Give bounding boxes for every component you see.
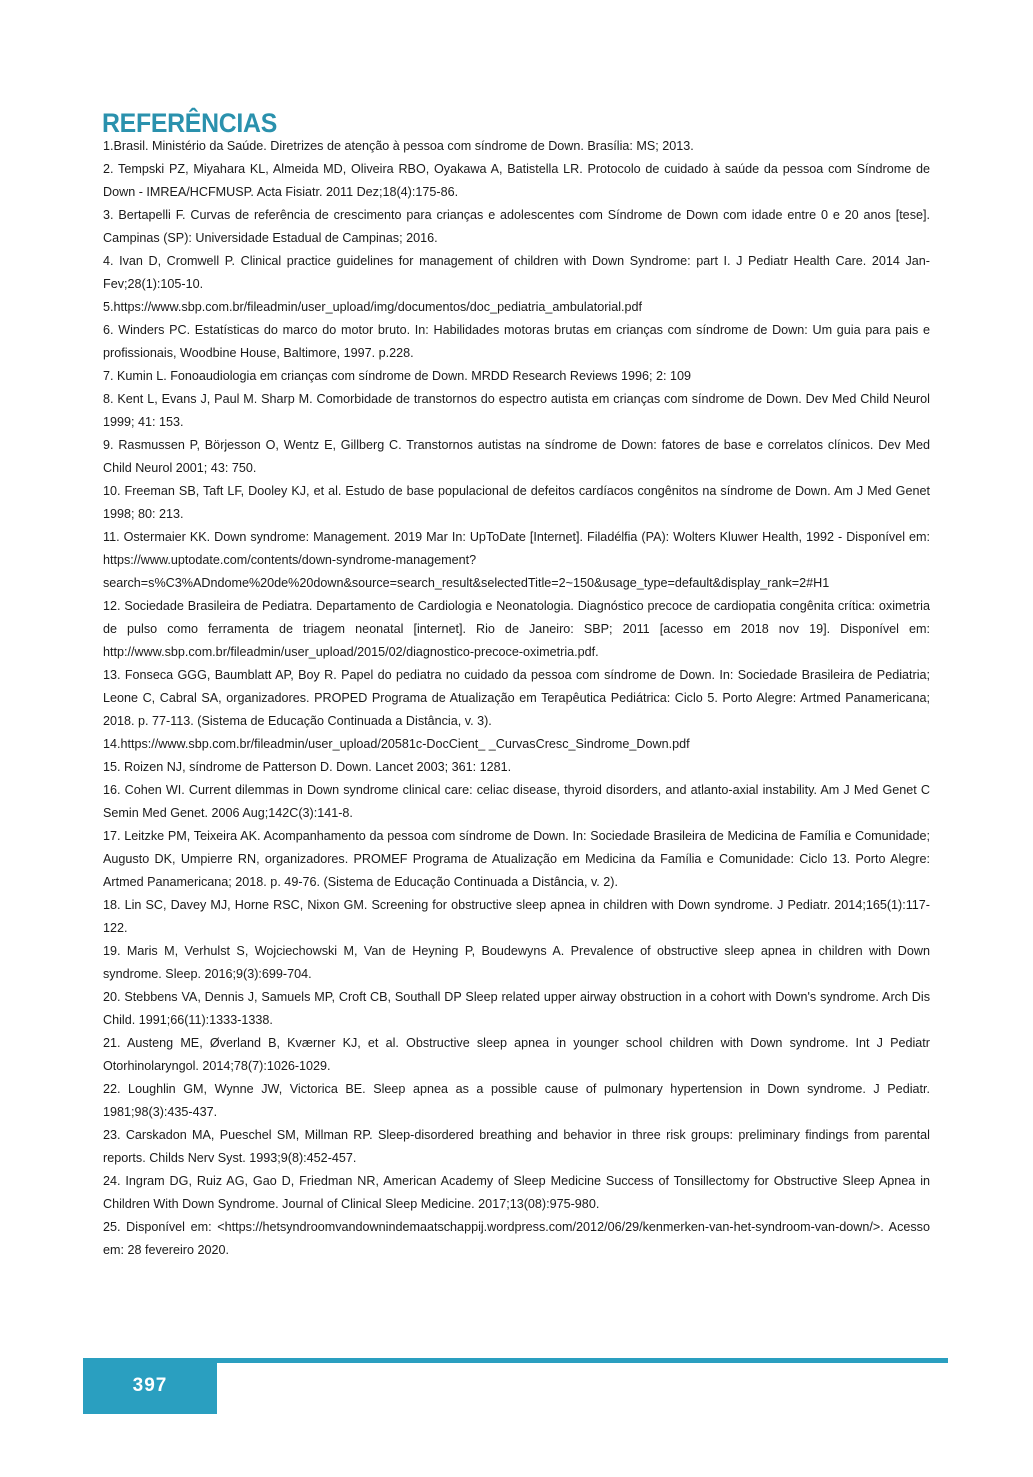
reference-item: 15. Roizen NJ, síndrome de Patterson D. Down. Lancet 2003; 361: 1281.: [103, 760, 512, 774]
reference-item: 1.Brasil. Ministério da Saúde. Diretrizes de atenção à pessoa com síndrome de Down. Brasília: MS; 2013.: [103, 139, 694, 153]
reference-item: 20. Stebbens VA, Dennis J, Samuels MP, Croft CB, Southall DP Sleep related upper airway obstruction in a cohort with Down's syndrome. Arch Dis Child. 1991;66(11):1333-1338.: [103, 990, 930, 1027]
reference-item: 7. Kumin L. Fonoaudiologia em crianças com síndrome de Down. MRDD Research Reviews 1996; 2: 109: [103, 369, 691, 383]
reference-item: 12. Sociedade Brasileira de Pediatra. Departamento de Cardiologia e Neonatologia. Diagnóstico precoce de cardiopatia congênita crítica: oximetria de pulso como ferramenta de triagem neonatal [internet]. Rio de Janeiro: SBP; 2011 [acesso em 2018 nov 19]. Disponível em: http://www.sbp.com.br/fileadmin/user_upload/2015/02/diagnostico-precoce-oximetria.pdf.: [103, 599, 930, 659]
reference-item: 2. Tempski PZ, Miyahara KL, Almeida MD, Oliveira RBO, Oyakawa A, Batistella LR. Protocolo de cuidado à saúde da pessoa com Síndrome de Down - IMREA/HCFMUSP. Acta Fisiatr. 2011 Dez;18(4):175-86.: [103, 162, 930, 199]
reference-item: 3. Bertapelli F. Curvas de referência de crescimento para crianças e adolescentes com Síndrome de Down com idade entre 0 e 20 anos [tese]. Campinas (SP): Universidade Estadual de Campinas; 2016.: [103, 208, 930, 245]
reference-item: 10. Freeman SB, Taft LF, Dooley KJ, et al. Estudo de base populacional de defeitos cardíacos congênitos na síndrome de Down. Am J Med Genet 1998; 80: 213.: [103, 484, 930, 521]
reference-item: 18. Lin SC, Davey MJ, Horne RSC, Nixon GM. Screening for obstructive sleep apnea in children with Down syndrome. J Pediatr. 2014;165(1):117-122.: [103, 898, 930, 935]
reference-item: 17. Leitzke PM, Teixeira AK. Acompanhamento da pessoa com síndrome de Down. In: Sociedade Brasileira de Medicina de Família e Comunidade; Augusto DK, Umpierre RN, organizadores. PROMEF Programa de Atualização em Medicina da Família e Comunidade: Ciclo 13. Porto Alegre: Artmed Panamericana; 2018. p. 49-76. (Sistema de Educação Continuada a Distância, v. 2).: [103, 829, 930, 889]
page-number-box: [83, 1358, 217, 1414]
reference-item: 21. Austeng ME, Øverland B, Kværner KJ, et al. Obstructive sleep apnea in younger school children with Down syndrome. Int J Pediatr Otorhinolaryngol. 2014;78(7):1026-1029.: [103, 1036, 930, 1073]
reference-item: 16. Cohen WI. Current dilemmas in Down syndrome clinical care: celiac disease, thyroid disorders, and atlanto-axial instability. Am J Med Genet C Semin Med Genet. 2006 Aug;142C(3):141-8.: [103, 783, 930, 820]
reference-item: 11. Ostermaier KK. Down syndrome: Management. 2019 Mar In: UpToDate [Internet]. Filadélfia (PA): Wolters Kluwer Health, 1992 - Disponível em: https://www.uptodate.com/contents/down-syndrome-management?search=s%C3%ADndome%20de%20down&source=search_result&selectedTitle=2~150&usage_type=default&display_rank=2#H1: [103, 530, 930, 590]
page-title: REFERÊNCIAS: [102, 108, 278, 139]
reference-item: 13. Fonseca GGG, Baumblatt AP, Boy R. Papel do pediatra no cuidado da pessoa com síndrome de Down. In: Sociedade Brasileira de Pediatria; Leone C, Cabral SA, organizadores. PROPED Programa de Atualização em Terapêutica Pediátrica: Ciclo 5. Porto Alegre: Artmed Panamericana; 2018. p. 77-113. (Sistema de Educação Continuada a Distância, v. 3).: [103, 668, 930, 728]
reference-item: 9. Rasmussen P, Börjesson O, Wentz E, Gillberg C. Transtornos autistas na síndrome de Down: fatores de base e correlatos clínicos. Dev Med Child Neurol 2001; 43: 750.: [103, 438, 930, 475]
reference-item: 22. Loughlin GM, Wynne JW, Victorica BE. Sleep apnea as a possible cause of pulmonary hypertension in Down syndrome. J Pediatr. 1981;98(3):435-437.: [103, 1082, 930, 1119]
reference-list: [103, 135, 930, 1262]
page-number: 397: [132, 1375, 168, 1396]
reference-item: 6. Winders PC. Estatísticas do marco do motor bruto. In: Habilidades motoras brutas em crianças com síndrome de Down: Um guia para pais e profissionais, Woodbine House, Baltimore, 1997. p.228.: [103, 323, 930, 360]
reference-item: 23. Carskadon MA, Pueschel SM, Millman RP. Sleep-disordered breathing and behavior in three risk groups: preliminary findings from parental reports. Childs Nerv Syst. 1993;9(8):452-457.: [103, 1128, 930, 1165]
reference-item: 25. Disponível em: <https://hetsyndroomvandownindemaatschappij.wordpress.com/2012/06/29/kenmerken-van-het-syndroom-van-down/>. Acesso em: 28 fevereiro 2020.: [103, 1220, 930, 1257]
reference-item: 19. Maris M, Verhulst S, Wojciechowski M, Van de Heyning P, Boudewyns A. Prevalence of obstructive sleep apnea in children with Down syndrome. Sleep. 2016;9(3):699-704.: [103, 944, 930, 981]
reference-item: 5.https://www.sbp.com.br/fileadmin/user_upload/img/documentos/doc_pediatria_ambulatorial.pdf: [103, 300, 643, 314]
reference-item: 14.https://www.sbp.com.br/fileadmin/user_upload/20581c-DocCient_ _CurvasCresc_Sindrome_Down.pdf: [103, 737, 690, 751]
reference-item: 8. Kent L, Evans J, Paul M. Sharp M. Comorbidade de transtornos do espectro autista em crianças com síndrome de Down. Dev Med Child Neurol 1999; 41: 153.: [103, 392, 930, 429]
reference-item: 4. Ivan D, Cromwell P. Clinical practice guidelines for management of children with Down Syndrome: part I. J Pediatr Health Care. 2014 Jan-Fev;28(1):105-10.: [103, 254, 930, 291]
reference-item: 24. Ingram DG, Ruiz AG, Gao D, Friedman NR, American Academy of Sleep Medicine Success of Tonsillectomy for Obstructive Sleep Apnea in Children With Down Syndrome. Journal of Clinical Sleep Medicine. 2017;13(08):975-980.: [103, 1174, 930, 1211]
